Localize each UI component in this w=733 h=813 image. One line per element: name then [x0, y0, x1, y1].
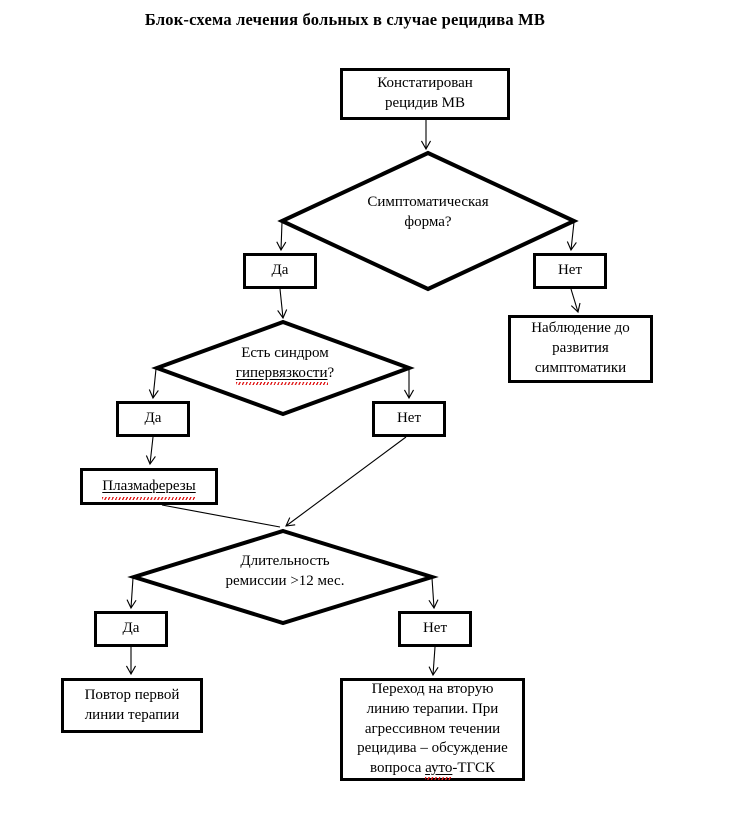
connector-plasma-to-q3	[162, 505, 280, 527]
node-observe: Наблюдение до развития симптоматики	[508, 315, 653, 383]
misspelled-word: Плазмаферезы	[102, 477, 195, 497]
node-second-line-therapy: Переход на вторую линию терапии. При агрессивном течении рецидива – обсуждение вопроса ауто-ТГСК	[340, 678, 525, 781]
connector-q2-to-yes2	[153, 369, 156, 398]
decision-remission-label: Длительность ремиссии >12 мес.	[225, 553, 345, 589]
connector-no3-to-second	[433, 647, 435, 675]
connector-q3-to-yes3	[131, 578, 133, 608]
connector-yes2-to-plasma	[150, 437, 153, 464]
node-start	[340, 68, 510, 120]
connector-no1-to-observe	[571, 289, 578, 312]
node-no-remission: Нет	[398, 611, 472, 647]
node-yes-hyperviscosity: Да	[116, 401, 190, 437]
connector-q1-to-yes1	[281, 222, 282, 250]
decision-hyperviscosity-label: Есть синдром гипервязкости?	[235, 345, 335, 381]
misspelled-word: ауто	[425, 760, 453, 777]
node-plasmapheresis	[80, 468, 218, 505]
node-no-hyperviscosity: Нет	[372, 401, 446, 437]
connector-q3-to-no3	[432, 578, 434, 608]
node-repeat-first-line: Повтор первой линии терапии	[61, 678, 203, 733]
misspelled-word: гипервязкости	[235, 364, 328, 381]
diagram-title: Блок-схема лечения больных в случае рецидива МВ	[144, 10, 546, 29]
connector-no2-to-q3	[286, 437, 406, 526]
connector-yes1-to-q2	[280, 289, 283, 318]
node-yes-remission: Да	[94, 611, 168, 647]
node-yes-symptomatic: Да	[243, 253, 317, 289]
node-start-line2: рецидив МВ	[384, 95, 466, 111]
connector-q1-to-no1	[571, 222, 574, 250]
node-start-line1: Констатирован	[377, 75, 473, 92]
node-no-symptomatic: Нет	[533, 253, 607, 289]
decision-symptomatic-label: Симптоматическая форма?	[367, 194, 489, 230]
